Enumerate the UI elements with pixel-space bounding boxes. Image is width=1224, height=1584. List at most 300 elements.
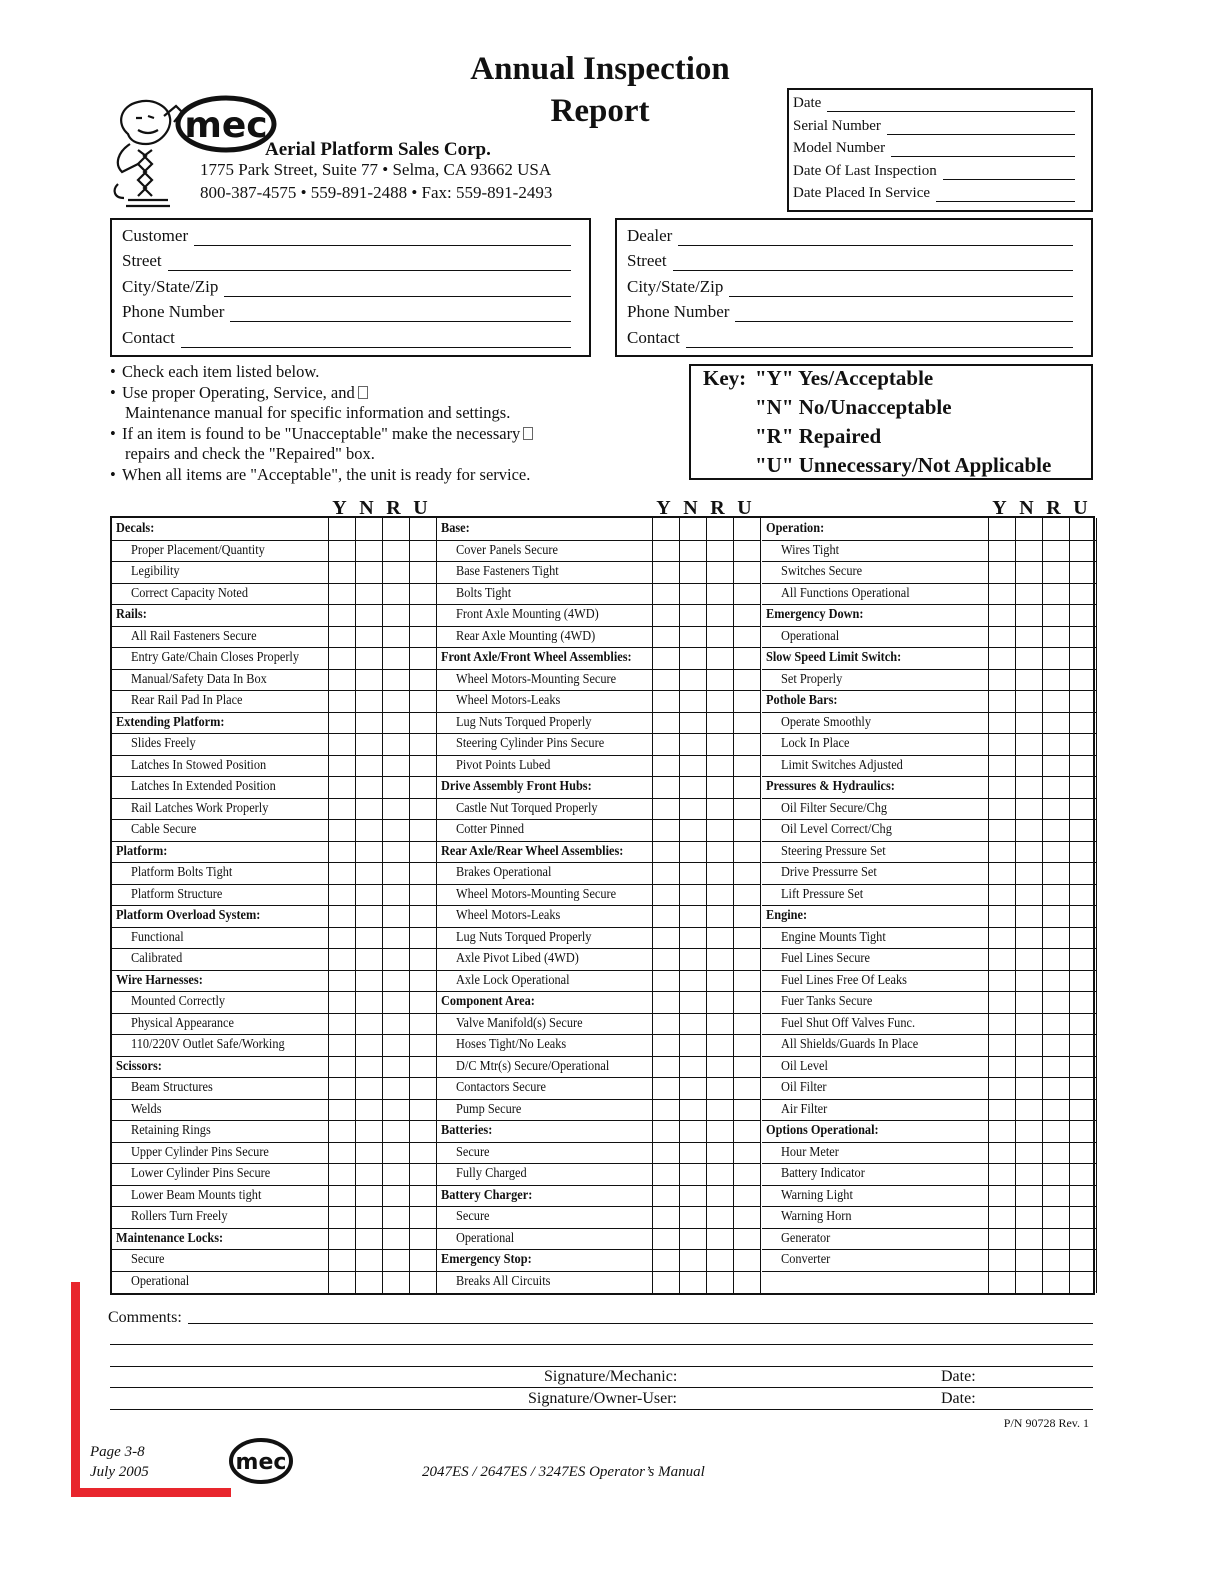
check-box-u[interactable] xyxy=(1069,862,1096,884)
check-box-r[interactable] xyxy=(1042,884,1069,906)
comments-line[interactable] xyxy=(110,1344,1093,1345)
check-box-r[interactable] xyxy=(382,1163,409,1185)
check-box-u[interactable] xyxy=(1069,1271,1096,1293)
check-box-y[interactable] xyxy=(988,1013,1015,1035)
comments-line[interactable] xyxy=(188,1323,1093,1324)
check-box-y[interactable] xyxy=(988,970,1015,992)
check-box-n[interactable] xyxy=(679,690,706,712)
check-box-y[interactable] xyxy=(328,927,355,949)
check-box-n[interactable] xyxy=(1015,604,1042,626)
check-box-y[interactable] xyxy=(652,1206,679,1228)
check-box-r[interactable] xyxy=(1042,1077,1069,1099)
check-box-n[interactable] xyxy=(679,583,706,605)
check-box-y[interactable] xyxy=(988,733,1015,755)
last-inspection-field[interactable] xyxy=(793,163,1075,180)
check-box-y[interactable] xyxy=(988,1163,1015,1185)
check-box-n[interactable] xyxy=(355,733,382,755)
check-box-r[interactable] xyxy=(382,604,409,626)
check-box-r[interactable] xyxy=(706,561,733,583)
check-box-r[interactable] xyxy=(382,1120,409,1142)
check-box-n[interactable] xyxy=(355,712,382,734)
customer-field[interactable] xyxy=(122,226,571,246)
check-box-y[interactable] xyxy=(652,819,679,841)
check-box-n[interactable] xyxy=(355,862,382,884)
check-box-r[interactable] xyxy=(706,927,733,949)
dealer-field[interactable] xyxy=(627,226,1073,246)
check-box-n[interactable] xyxy=(1015,1185,1042,1207)
check-box-n[interactable] xyxy=(355,583,382,605)
check-box-r[interactable] xyxy=(706,755,733,777)
check-box-r[interactable] xyxy=(1042,733,1069,755)
check-box-r[interactable] xyxy=(382,540,409,562)
check-box-y[interactable] xyxy=(328,1249,355,1271)
check-box-u[interactable] xyxy=(409,669,436,691)
check-box-r[interactable] xyxy=(706,1056,733,1078)
customer-street-field[interactable] xyxy=(122,251,571,271)
check-box-y[interactable] xyxy=(988,626,1015,648)
check-box-u[interactable] xyxy=(1069,1077,1096,1099)
check-box-n[interactable] xyxy=(1015,1228,1042,1250)
check-box-y[interactable] xyxy=(328,626,355,648)
check-box-n[interactable] xyxy=(679,604,706,626)
check-box-r[interactable] xyxy=(706,841,733,863)
check-box-u[interactable] xyxy=(409,991,436,1013)
check-box-u[interactable] xyxy=(409,733,436,755)
check-box-r[interactable] xyxy=(382,712,409,734)
check-box-y[interactable] xyxy=(328,540,355,562)
check-box-y[interactable] xyxy=(988,583,1015,605)
check-box-y[interactable] xyxy=(988,927,1015,949)
check-box-r[interactable] xyxy=(1042,1271,1069,1293)
check-box-u[interactable] xyxy=(733,1099,760,1121)
check-box-y[interactable] xyxy=(988,712,1015,734)
check-box-r[interactable] xyxy=(706,1228,733,1250)
check-box-u[interactable] xyxy=(409,583,436,605)
check-box-r[interactable] xyxy=(1042,1056,1069,1078)
check-box-r[interactable] xyxy=(706,1013,733,1035)
check-box-r[interactable] xyxy=(706,776,733,798)
check-box-y[interactable] xyxy=(328,755,355,777)
check-box-y[interactable] xyxy=(988,776,1015,798)
check-box-n[interactable] xyxy=(1015,1163,1042,1185)
check-box-y[interactable] xyxy=(988,690,1015,712)
check-box-r[interactable] xyxy=(706,647,733,669)
check-box-r[interactable] xyxy=(382,1013,409,1035)
check-box-n[interactable] xyxy=(1015,1077,1042,1099)
check-box-n[interactable] xyxy=(679,1056,706,1078)
check-box-y[interactable] xyxy=(328,733,355,755)
check-box-n[interactable] xyxy=(1015,1034,1042,1056)
check-box-r[interactable] xyxy=(1042,540,1069,562)
check-box-r[interactable] xyxy=(382,1034,409,1056)
check-box-r[interactable] xyxy=(706,1185,733,1207)
check-box-y[interactable] xyxy=(988,1206,1015,1228)
check-box-u[interactable] xyxy=(409,604,436,626)
check-box-n[interactable] xyxy=(355,1249,382,1271)
check-box-r[interactable] xyxy=(382,583,409,605)
check-box-u[interactable] xyxy=(409,626,436,648)
check-box-n[interactable] xyxy=(679,1249,706,1271)
check-box-n[interactable] xyxy=(1015,862,1042,884)
check-box-r[interactable] xyxy=(382,1206,409,1228)
check-box-r[interactable] xyxy=(1042,1163,1069,1185)
check-box-r[interactable] xyxy=(706,948,733,970)
check-box-n[interactable] xyxy=(1015,755,1042,777)
check-box-u[interactable] xyxy=(1069,819,1096,841)
check-box-n[interactable] xyxy=(1015,518,1042,540)
check-box-u[interactable] xyxy=(409,647,436,669)
check-box-n[interactable] xyxy=(355,604,382,626)
check-box-y[interactable] xyxy=(328,1120,355,1142)
check-box-y[interactable] xyxy=(328,690,355,712)
check-box-n[interactable] xyxy=(355,1034,382,1056)
check-box-n[interactable] xyxy=(1015,1206,1042,1228)
check-box-n[interactable] xyxy=(355,561,382,583)
check-box-y[interactable] xyxy=(652,561,679,583)
check-box-u[interactable] xyxy=(1069,798,1096,820)
check-box-y[interactable] xyxy=(652,776,679,798)
check-box-r[interactable] xyxy=(1042,1034,1069,1056)
check-box-u[interactable] xyxy=(733,1206,760,1228)
check-box-u[interactable] xyxy=(409,1056,436,1078)
check-box-r[interactable] xyxy=(706,626,733,648)
check-box-u[interactable] xyxy=(409,690,436,712)
check-box-r[interactable] xyxy=(1042,776,1069,798)
check-box-y[interactable] xyxy=(652,626,679,648)
check-box-r[interactable] xyxy=(1042,1249,1069,1271)
check-box-n[interactable] xyxy=(679,798,706,820)
check-box-u[interactable] xyxy=(1069,948,1096,970)
check-box-y[interactable] xyxy=(652,604,679,626)
dealer-phone-field[interactable] xyxy=(627,302,1073,322)
check-box-u[interactable] xyxy=(1069,1163,1096,1185)
check-box-y[interactable] xyxy=(652,1034,679,1056)
check-box-y[interactable] xyxy=(988,1249,1015,1271)
check-box-r[interactable] xyxy=(1042,1185,1069,1207)
check-box-r[interactable] xyxy=(1042,647,1069,669)
check-box-r[interactable] xyxy=(706,540,733,562)
check-box-r[interactable] xyxy=(382,841,409,863)
check-box-n[interactable] xyxy=(679,1013,706,1035)
check-box-y[interactable] xyxy=(652,712,679,734)
check-box-y[interactable] xyxy=(328,862,355,884)
check-box-u[interactable] xyxy=(1069,1056,1096,1078)
check-box-y[interactable] xyxy=(328,1034,355,1056)
check-box-r[interactable] xyxy=(706,583,733,605)
check-box-u[interactable] xyxy=(733,561,760,583)
check-box-u[interactable] xyxy=(1069,1034,1096,1056)
check-box-y[interactable] xyxy=(652,1271,679,1293)
check-box-r[interactable] xyxy=(382,733,409,755)
check-box-r[interactable] xyxy=(706,604,733,626)
dealer-contact-field[interactable] xyxy=(627,328,1073,348)
check-box-y[interactable] xyxy=(652,1077,679,1099)
check-box-n[interactable] xyxy=(355,948,382,970)
check-box-r[interactable] xyxy=(1042,862,1069,884)
check-box-n[interactable] xyxy=(1015,626,1042,648)
check-box-n[interactable] xyxy=(679,819,706,841)
check-box-n[interactable] xyxy=(355,1120,382,1142)
check-box-u[interactable] xyxy=(409,755,436,777)
check-box-n[interactable] xyxy=(1015,1120,1042,1142)
check-box-n[interactable] xyxy=(1015,776,1042,798)
check-box-u[interactable] xyxy=(1069,1228,1096,1250)
check-box-u[interactable] xyxy=(1069,561,1096,583)
check-box-u[interactable] xyxy=(1069,540,1096,562)
check-box-y[interactable] xyxy=(652,1120,679,1142)
check-box-u[interactable] xyxy=(1069,1099,1096,1121)
check-box-n[interactable] xyxy=(355,1013,382,1035)
check-box-n[interactable] xyxy=(679,1099,706,1121)
check-box-n[interactable] xyxy=(1015,948,1042,970)
check-box-n[interactable] xyxy=(355,669,382,691)
check-box-u[interactable] xyxy=(409,1077,436,1099)
customer-phone-field[interactable] xyxy=(122,302,571,322)
check-box-r[interactable] xyxy=(1042,1228,1069,1250)
check-box-n[interactable] xyxy=(355,841,382,863)
check-box-n[interactable] xyxy=(679,991,706,1013)
check-box-r[interactable] xyxy=(382,1249,409,1271)
check-box-u[interactable] xyxy=(1069,1206,1096,1228)
check-box-r[interactable] xyxy=(382,884,409,906)
check-box-r[interactable] xyxy=(382,518,409,540)
check-box-y[interactable] xyxy=(328,776,355,798)
check-box-u[interactable] xyxy=(733,862,760,884)
check-box-r[interactable] xyxy=(706,884,733,906)
check-box-r[interactable] xyxy=(706,1120,733,1142)
check-box-y[interactable] xyxy=(988,862,1015,884)
check-box-u[interactable] xyxy=(1069,1013,1096,1035)
check-box-r[interactable] xyxy=(706,905,733,927)
check-box-r[interactable] xyxy=(706,1077,733,1099)
check-box-y[interactable] xyxy=(988,540,1015,562)
check-box-u[interactable] xyxy=(733,1271,760,1293)
check-box-n[interactable] xyxy=(1015,669,1042,691)
check-box-u[interactable] xyxy=(1069,841,1096,863)
check-box-r[interactable] xyxy=(706,1271,733,1293)
check-box-u[interactable] xyxy=(1069,690,1096,712)
check-box-y[interactable] xyxy=(988,669,1015,691)
check-box-y[interactable] xyxy=(652,905,679,927)
check-box-u[interactable] xyxy=(733,1120,760,1142)
check-box-u[interactable] xyxy=(409,841,436,863)
check-box-u[interactable] xyxy=(1069,970,1096,992)
check-box-y[interactable] xyxy=(328,991,355,1013)
customer-city-field[interactable] xyxy=(122,277,571,297)
check-box-n[interactable] xyxy=(679,1271,706,1293)
check-box-r[interactable] xyxy=(706,862,733,884)
check-box-n[interactable] xyxy=(679,518,706,540)
check-box-r[interactable] xyxy=(382,561,409,583)
check-box-y[interactable] xyxy=(328,1228,355,1250)
check-box-r[interactable] xyxy=(382,776,409,798)
check-box-y[interactable] xyxy=(652,1142,679,1164)
check-box-n[interactable] xyxy=(679,884,706,906)
check-box-r[interactable] xyxy=(382,690,409,712)
check-box-u[interactable] xyxy=(409,1163,436,1185)
check-box-r[interactable] xyxy=(1042,518,1069,540)
check-box-y[interactable] xyxy=(652,755,679,777)
check-box-r[interactable] xyxy=(382,1142,409,1164)
check-box-n[interactable] xyxy=(679,1142,706,1164)
check-box-n[interactable] xyxy=(355,1142,382,1164)
check-box-r[interactable] xyxy=(1042,755,1069,777)
check-box-r[interactable] xyxy=(706,1142,733,1164)
check-box-r[interactable] xyxy=(382,626,409,648)
check-box-u[interactable] xyxy=(733,819,760,841)
check-box-y[interactable] xyxy=(988,1271,1015,1293)
check-box-y[interactable] xyxy=(328,948,355,970)
check-box-u[interactable] xyxy=(733,1013,760,1035)
check-box-n[interactable] xyxy=(679,755,706,777)
check-box-u[interactable] xyxy=(733,626,760,648)
check-box-y[interactable] xyxy=(988,948,1015,970)
check-box-n[interactable] xyxy=(679,1163,706,1185)
check-box-r[interactable] xyxy=(1042,970,1069,992)
check-box-u[interactable] xyxy=(1069,991,1096,1013)
check-box-n[interactable] xyxy=(1015,1056,1042,1078)
check-box-n[interactable] xyxy=(679,733,706,755)
check-box-n[interactable] xyxy=(679,776,706,798)
check-box-u[interactable] xyxy=(409,862,436,884)
check-box-u[interactable] xyxy=(409,540,436,562)
check-box-y[interactable] xyxy=(988,1034,1015,1056)
check-box-y[interactable] xyxy=(652,1185,679,1207)
check-box-u[interactable] xyxy=(409,1228,436,1250)
check-box-n[interactable] xyxy=(679,905,706,927)
check-box-n[interactable] xyxy=(679,927,706,949)
check-box-r[interactable] xyxy=(382,948,409,970)
check-box-u[interactable] xyxy=(409,905,436,927)
check-box-n[interactable] xyxy=(679,1185,706,1207)
check-box-r[interactable] xyxy=(1042,1142,1069,1164)
check-box-y[interactable] xyxy=(328,604,355,626)
check-box-u[interactable] xyxy=(409,561,436,583)
check-box-n[interactable] xyxy=(679,970,706,992)
check-box-u[interactable] xyxy=(409,884,436,906)
check-box-u[interactable] xyxy=(409,1013,436,1035)
check-box-n[interactable] xyxy=(355,798,382,820)
check-box-y[interactable] xyxy=(652,690,679,712)
check-box-u[interactable] xyxy=(409,776,436,798)
check-box-r[interactable] xyxy=(706,970,733,992)
check-box-n[interactable] xyxy=(1015,1099,1042,1121)
check-box-r[interactable] xyxy=(382,991,409,1013)
check-box-r[interactable] xyxy=(382,755,409,777)
check-box-y[interactable] xyxy=(328,884,355,906)
check-box-u[interactable] xyxy=(1069,604,1096,626)
check-box-y[interactable] xyxy=(652,862,679,884)
check-box-y[interactable] xyxy=(652,733,679,755)
check-box-r[interactable] xyxy=(382,927,409,949)
check-box-y[interactable] xyxy=(988,819,1015,841)
check-box-n[interactable] xyxy=(355,755,382,777)
check-box-n[interactable] xyxy=(679,1228,706,1250)
check-box-y[interactable] xyxy=(652,927,679,949)
check-box-r[interactable] xyxy=(1042,1099,1069,1121)
check-box-n[interactable] xyxy=(355,690,382,712)
check-box-n[interactable] xyxy=(1015,1249,1042,1271)
check-box-u[interactable] xyxy=(1069,905,1096,927)
check-box-r[interactable] xyxy=(1042,669,1069,691)
customer-contact-field[interactable] xyxy=(122,328,571,348)
check-box-n[interactable] xyxy=(679,561,706,583)
check-box-y[interactable] xyxy=(988,884,1015,906)
check-box-u[interactable] xyxy=(733,669,760,691)
check-box-r[interactable] xyxy=(1042,626,1069,648)
check-box-u[interactable] xyxy=(1069,776,1096,798)
check-box-r[interactable] xyxy=(706,1249,733,1271)
check-box-n[interactable] xyxy=(1015,884,1042,906)
check-box-n[interactable] xyxy=(1015,1013,1042,1035)
check-box-y[interactable] xyxy=(652,1056,679,1078)
check-box-y[interactable] xyxy=(652,884,679,906)
check-box-y[interactable] xyxy=(328,1142,355,1164)
check-box-r[interactable] xyxy=(1042,1013,1069,1035)
check-box-y[interactable] xyxy=(328,1206,355,1228)
check-box-y[interactable] xyxy=(988,798,1015,820)
check-box-n[interactable] xyxy=(679,948,706,970)
check-box-y[interactable] xyxy=(988,1077,1015,1099)
check-box-u[interactable] xyxy=(733,776,760,798)
check-box-y[interactable] xyxy=(652,1099,679,1121)
check-box-r[interactable] xyxy=(1042,927,1069,949)
check-box-u[interactable] xyxy=(409,970,436,992)
check-box-r[interactable] xyxy=(1042,905,1069,927)
check-box-r[interactable] xyxy=(706,712,733,734)
check-box-y[interactable] xyxy=(652,518,679,540)
check-box-y[interactable] xyxy=(652,583,679,605)
check-box-u[interactable] xyxy=(733,1056,760,1078)
check-box-n[interactable] xyxy=(355,1099,382,1121)
check-box-u[interactable] xyxy=(733,755,760,777)
check-box-u[interactable] xyxy=(733,905,760,927)
date-field[interactable] xyxy=(793,95,1075,112)
check-box-y[interactable] xyxy=(988,561,1015,583)
check-box-y[interactable] xyxy=(988,1185,1015,1207)
check-box-y[interactable] xyxy=(988,647,1015,669)
check-box-y[interactable] xyxy=(652,970,679,992)
check-box-r[interactable] xyxy=(706,991,733,1013)
check-box-n[interactable] xyxy=(355,819,382,841)
check-box-y[interactable] xyxy=(328,583,355,605)
check-box-u[interactable] xyxy=(733,948,760,970)
check-box-n[interactable] xyxy=(1015,540,1042,562)
check-box-y[interactable] xyxy=(652,669,679,691)
check-box-u[interactable] xyxy=(733,690,760,712)
model-number-field[interactable] xyxy=(793,140,1075,157)
check-box-y[interactable] xyxy=(988,518,1015,540)
serial-number-field[interactable] xyxy=(793,118,1075,135)
check-box-u[interactable] xyxy=(1069,1249,1096,1271)
check-box-n[interactable] xyxy=(1015,690,1042,712)
check-box-n[interactable] xyxy=(1015,841,1042,863)
check-box-n[interactable] xyxy=(355,927,382,949)
check-box-y[interactable] xyxy=(328,561,355,583)
check-box-y[interactable] xyxy=(328,669,355,691)
check-box-n[interactable] xyxy=(355,518,382,540)
check-box-n[interactable] xyxy=(355,1185,382,1207)
check-box-y[interactable] xyxy=(988,604,1015,626)
check-box-y[interactable] xyxy=(988,841,1015,863)
check-box-u[interactable] xyxy=(1069,518,1096,540)
check-box-n[interactable] xyxy=(355,905,382,927)
check-box-y[interactable] xyxy=(328,1099,355,1121)
check-box-n[interactable] xyxy=(1015,583,1042,605)
check-box-y[interactable] xyxy=(988,1099,1015,1121)
placed-in-service-field[interactable] xyxy=(793,185,1075,202)
check-box-u[interactable] xyxy=(733,647,760,669)
